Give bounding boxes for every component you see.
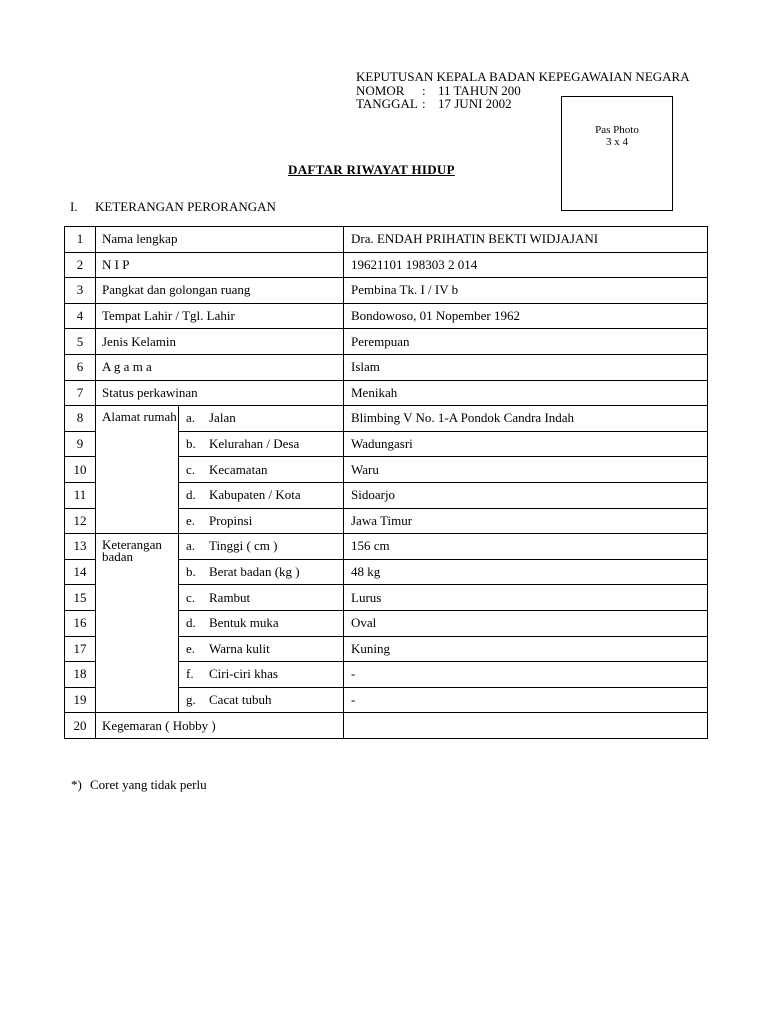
row-label: Tempat Lahir / Tgl. Lahir (96, 303, 344, 329)
row-label (179, 482, 344, 508)
photo-label: Pas Photo (595, 124, 639, 136)
row-label (179, 585, 344, 611)
item-letter: d. (186, 487, 196, 503)
row-label (179, 508, 344, 534)
row-label (179, 431, 344, 457)
row-label (179, 457, 344, 483)
item-label: Berat badan (kg ) (209, 564, 300, 580)
item-label: Bentuk muka (209, 615, 279, 631)
row-number: 18 (65, 662, 96, 688)
row-number: 7 (65, 380, 96, 406)
item-label: Warna kulit (209, 640, 270, 656)
biodata-table (64, 226, 708, 739)
decree-number-row (356, 84, 690, 98)
table-row (65, 329, 708, 355)
document-title: DAFTAR RIWAYAT HIDUP (288, 162, 455, 177)
row-number: 4 (65, 303, 96, 329)
item-label: Kabupaten / Kota (209, 487, 301, 503)
tanggal-label: TANGGAL (356, 96, 418, 111)
nomor-colon: : (422, 82, 426, 98)
row-label (179, 636, 344, 662)
table-row (65, 713, 708, 739)
row-number: 1 (65, 227, 96, 253)
tanggal-value: 17 JUNI 2002 (438, 96, 512, 111)
row-value: Wadungasri (344, 431, 708, 457)
row-value: Blimbing V No. 1-A Pondok Candra Indah (344, 406, 708, 432)
tanggal-colon: : (422, 96, 426, 111)
body-group-label: Keterangan badan (96, 534, 179, 713)
row-value: Dra. ENDAH PRIHATIN BEKTI WIDJAJANI (344, 227, 708, 253)
item-label: Propinsi (209, 512, 253, 528)
item-label: Kelurahan / Desa (209, 436, 300, 452)
row-value: Sidoarjo (344, 482, 708, 508)
row-value: Pembina Tk. I / IV b (344, 278, 708, 304)
nomor-label: NOMOR (356, 82, 405, 98)
row-number: 15 (65, 585, 96, 611)
row-value: Islam (344, 354, 708, 380)
item-letter: g. (186, 691, 196, 707)
row-value: Oval (344, 610, 708, 636)
row-number: 9 (65, 431, 96, 457)
row-value: Perempuan (344, 329, 708, 355)
photo-size: 3 x 4 (606, 136, 628, 148)
row-number: 8 (65, 406, 96, 432)
decree-title: KEPUTUSAN KEPALA BADAN KEPEGAWAIAN NEGARA (356, 69, 690, 84)
item-letter: e. (186, 640, 196, 656)
table-row (65, 278, 708, 304)
row-number: 2 (65, 252, 96, 278)
row-number: 5 (65, 329, 96, 355)
row-label: Pangkat dan golongan ruang (96, 278, 344, 304)
item-label: Kecamatan (209, 461, 268, 477)
row-number: 11 (65, 482, 96, 508)
address-group-label: Alamat rumah (96, 406, 179, 534)
table-row (65, 354, 708, 380)
photo-box (561, 96, 673, 211)
row-value (344, 713, 708, 739)
row-number: 13 (65, 534, 96, 560)
item-letter: c. (186, 461, 196, 477)
table-row (65, 406, 708, 432)
row-value: 156 cm (344, 534, 708, 560)
item-letter: c. (186, 589, 196, 605)
row-label (179, 687, 344, 713)
item-label: Jalan (209, 410, 236, 426)
footnote (71, 777, 207, 793)
footnote-mark: *) (71, 777, 82, 792)
row-number: 19 (65, 687, 96, 713)
row-number: 20 (65, 713, 96, 739)
row-number: 6 (65, 354, 96, 380)
footnote-text: Coret yang tidak perlu (90, 777, 207, 792)
table-row (65, 303, 708, 329)
item-letter: a. (186, 410, 196, 426)
row-number: 10 (65, 457, 96, 483)
item-label: Cacat tubuh (209, 691, 272, 707)
row-number: 12 (65, 508, 96, 534)
item-label: Tinggi ( cm ) (209, 538, 278, 554)
row-label: Nama lengkap (96, 227, 344, 253)
nomor-value: 11 TAHUN 200 (438, 82, 521, 98)
table-row (65, 534, 708, 560)
row-number: 3 (65, 278, 96, 304)
row-label (179, 559, 344, 585)
row-value: 19621101 198303 2 014 (344, 252, 708, 278)
row-label: A g a m a (96, 354, 344, 380)
row-label (179, 662, 344, 688)
item-letter: a. (186, 538, 196, 554)
table-row (65, 380, 708, 406)
table-row (65, 227, 708, 253)
item-letter: b. (186, 564, 196, 580)
row-label: Status perkawinan (96, 380, 344, 406)
section-heading (70, 199, 276, 215)
row-label: N I P (96, 252, 344, 278)
table-row (65, 252, 708, 278)
section-number: I. (70, 199, 78, 214)
section-title: KETERANGAN PERORANGAN (95, 199, 276, 214)
row-label: Jenis Kelamin (96, 329, 344, 355)
row-label (179, 610, 344, 636)
row-number: 14 (65, 559, 96, 585)
item-letter: d. (186, 615, 196, 631)
row-label: Kegemaran ( Hobby ) (96, 713, 344, 739)
row-value: - (344, 687, 708, 713)
row-value: Bondowoso, 01 Nopember 1962 (344, 303, 708, 329)
item-letter: f. (186, 666, 194, 682)
row-label (179, 534, 344, 560)
row-value: Kuning (344, 636, 708, 662)
row-value: - (344, 662, 708, 688)
item-letter: b. (186, 436, 196, 452)
row-label (179, 406, 344, 432)
row-value: Jawa Timur (344, 508, 708, 534)
row-number: 16 (65, 610, 96, 636)
item-letter: e. (186, 512, 196, 528)
row-value: Menikah (344, 380, 708, 406)
item-label: Ciri-ciri khas (209, 666, 278, 682)
row-number: 17 (65, 636, 96, 662)
row-value: 48 kg (344, 559, 708, 585)
row-value: Waru (344, 457, 708, 483)
item-label: Rambut (209, 589, 251, 605)
row-value: Lurus (344, 585, 708, 611)
